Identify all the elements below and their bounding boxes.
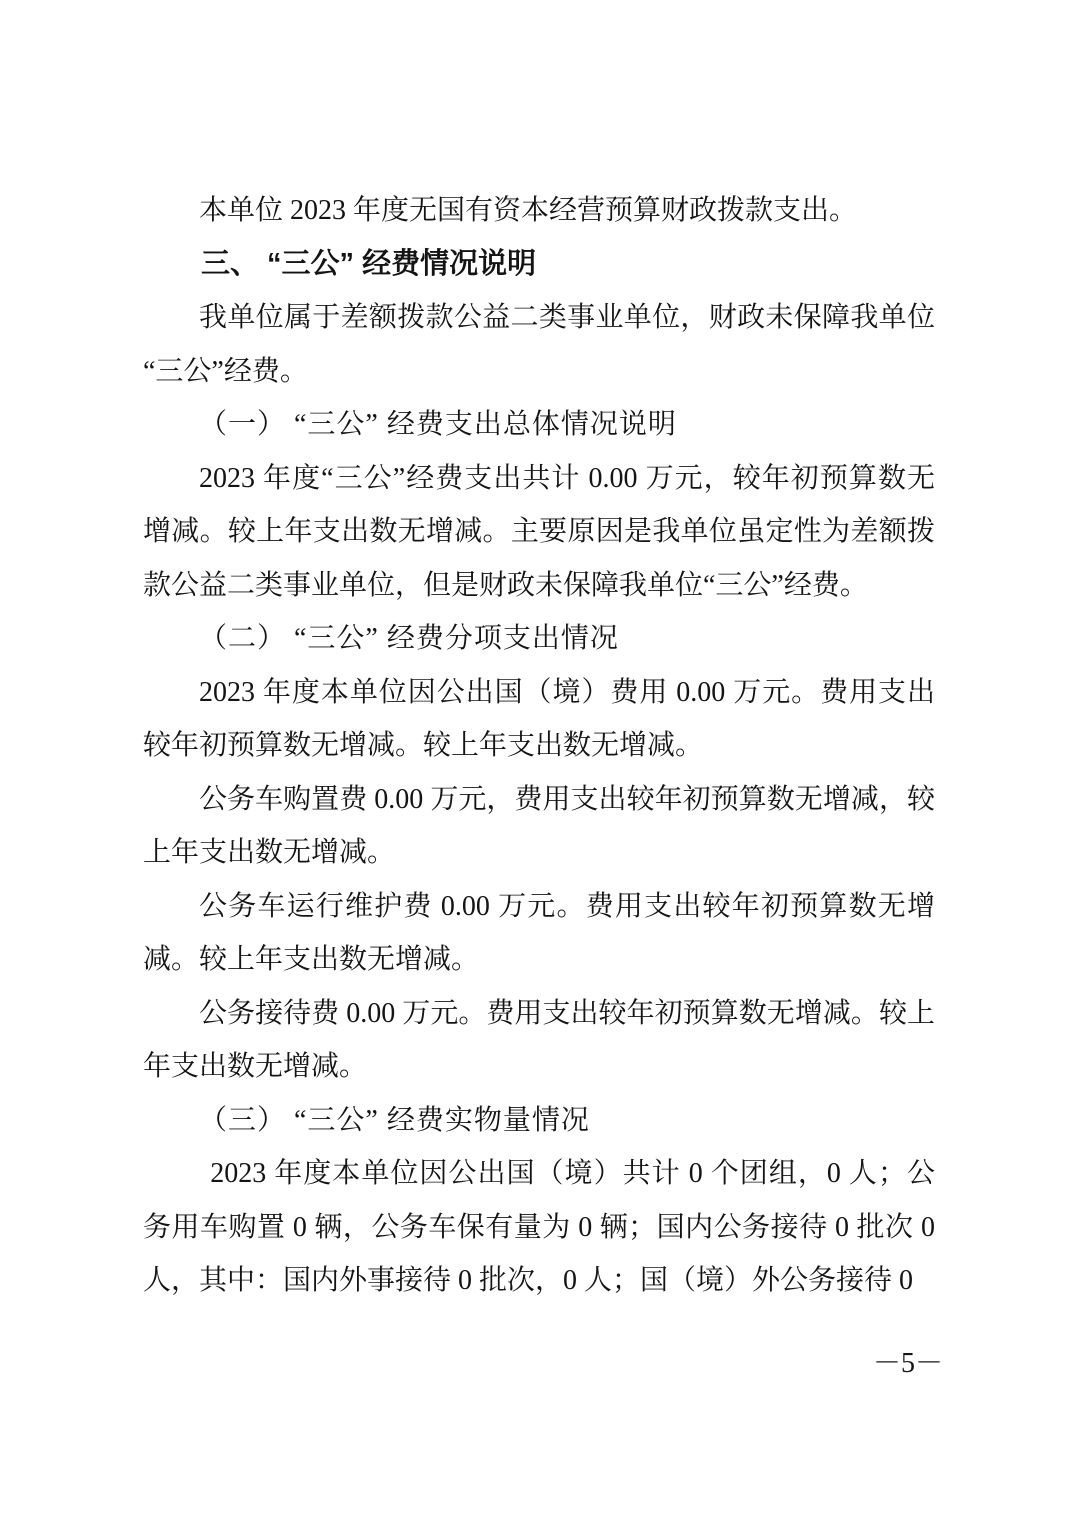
subsection-heading-itemized-expenditure: （二） “三公” 经费分项支出情况 [199, 623, 619, 654]
paragraph-official-reception-expense: 公务接待费 0.00 万元。费用支出较年初预算数无增减。较上年支出数无增减。 [143, 997, 935, 1082]
subsection-heading-physical-quantity: （三） “三公” 经费实物量情况 [199, 1104, 590, 1136]
paragraph-no-state-capital-expenditure: 本单位 2023 年度无国有资本经营预算财政拨款支出。 [199, 195, 858, 226]
paragraph-overall-expenditure-detail: 2023 年度“三公”经费支出共计 0.00 万元，较年初预算数无增减。较上年支出数无增减。主要原因是我单位虽定性为差额拨款公益二类事业单位，但是财政未保障我单位“三公”经费。 [143, 462, 935, 601]
paragraph-overseas-travel-expense: 2023 年度本单位因公出国（境）费用 0.00 万元。费用支出较年初预算数无增减。较上年支出数无增减。 [143, 676, 935, 761]
section-heading-three-public-funds: 三、 “三公” 经费情况说明 [201, 247, 537, 280]
paragraph-vehicle-purchase-expense: 公务车购置费 0.00 万元，费用支出较年初预算数无增减，较上年支出数无增减。 [143, 783, 935, 868]
paragraph-unit-classification: 我单位属于差额拨款公益二类事业单位，财政未保障我单位“三公”经费。 [143, 302, 935, 387]
paragraph-vehicle-maintenance-expense: 公务车运行维护费 0.00 万元。费用支出较年初预算数无增减。较上年支出数无增减。 [143, 890, 935, 975]
subsection-heading-overall-expenditure: （一） “三公” 经费支出总体情况说明 [199, 409, 677, 440]
page-number: －5－ [872, 1348, 943, 1379]
document-content [143, 184, 935, 1308]
paragraph-physical-quantity-detail: 2023 年度本单位因公出国（境）共计 0 个团组，0 人；公务用车购置 0 辆，公务车保有量为 0 辆；国内公务接待 0 批次 0 人，其中：国内外事接待 0 批次，0 人；国（境）外公务接待 0 [143, 1158, 935, 1296]
